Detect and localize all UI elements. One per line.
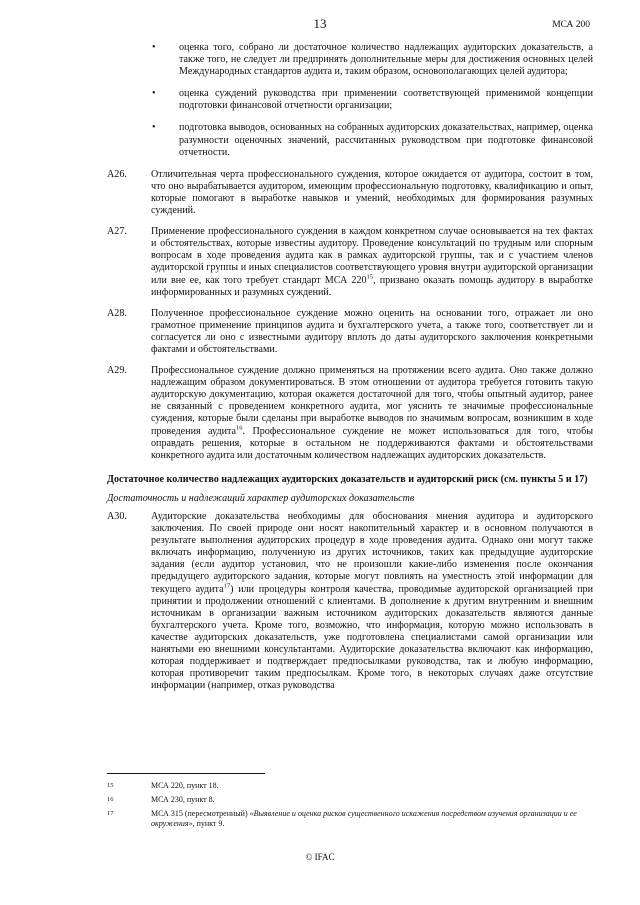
bullet-item [107,122,593,158]
paragraph-text: Применение профессионального суждения в каждом конкретном случае основывается на тех фактах и обстоятельствах, которые известны аудитору. Проведение консультаций по трудным или спорным вопросам в ходе проведения аудита как в рамках аудиторской группы, так и с участием членов аудиторской группы и иных специалистов соответствующего уровня внутри аудиторской организации или вне ее, как того требует стандарт МСА 220 [151,226,593,286]
paragraph-a26 [107,169,593,217]
section-subheading: Достаточность и надлежащий характер аудиторских доказательств [107,492,415,504]
paragraph-text-continued: ) или процедуры контроля качества, проводимые аудиторской организацией при принятии и продолжении отношений с клиентами. В дополнение к другим внутренним и внешним источникам в организации важным источником аудиторских доказательств являются данные бухгалтерского учета. Кроме того, возможно, что информация, которую можно использовать в качестве аудиторских доказательств, уже подготовлена специалистами самой организации или нанятыми ею внешними консультантами. Аудиторские доказательства включают как информацию, которая поддерживает и подтверждает предпосылками руководства, так и любую информацию, которая противоречит таким предпосылкам. Кроме того, в некоторых случаях даже отсутствие информации (например, отказ руководства [151,583,593,692]
copyright-footer: © IFAC [305,852,335,862]
footnote-17 [107,809,593,829]
bullet-icon: • [152,42,156,53]
paragraph-number: A28. [107,307,127,319]
footnote-number: 15 [107,782,114,789]
footnote-text: МСА 230, пункт 8. [151,795,215,804]
footnote-text: МСА 220, пункт 18. [151,781,219,790]
footnote-divider [107,773,265,774]
bullet-text: оценка того, собрано ли достаточное количество надлежащих аудиторских доказательств, а также того, не следует ли предпринять дополнительные меры для достижения основных целей Международных стандартов аудита и, таким образом, основополагающих целей аудитора; [179,42,593,78]
bullet-text: подготовка выводов, основанных на собранных аудиторских доказательствах, например, оценка разумности оценочных значений, рассчитанных руководством при подготовке финансовой отчетности. [179,122,593,158]
footnote-ref-16[interactable]: 16 [236,424,243,432]
footnote-16 [107,795,593,805]
footnote-number: 17 [107,810,114,817]
bullet-item [107,42,593,78]
footnote-ref-15[interactable]: 15 [366,273,374,281]
paragraph-text: Профессиональное суждение должно применяться на протяжении всего аудита. Оно также должно надлежащим образом документироваться. В этом отношении от аудитора требуется готовить такую аудиторскую документацию, которая окажется достаточной для того, чтобы опытный аудитор, ранее не связанный с проведением конкретного аудита, мог уяснить те значимые профессиональные суждения, которые были сделаны при выработке выводов по значимым вопросам, возникшим в ходе проведения аудита [151,365,593,437]
paragraph-text-continued: , призвано оказать помощь аудитору в выработке информированных и разумных суждений. [151,274,593,298]
paragraph-a27 [107,226,593,299]
bullet-icon: • [152,122,156,134]
paragraph-a30 [107,511,593,692]
footnotes [107,781,593,833]
page-body [107,42,593,701]
bullet-icon: • [152,88,156,100]
section-heading: Достаточное количество надлежащих аудиторских доказательств и аудиторский риск (см. пункты 5 и 17) [107,473,588,485]
paragraph-number: A26. [107,168,127,180]
footnote-text-end: , пункт 9. [192,819,225,828]
paragraph-text: Аудиторские доказательства необходимы для обоснования мнения аудитора и аудиторского заключения. По своей природе они носят накопительный характер и в основном получаются в результате выполнения аудиторских процедур в ходе проведения аудита. Однако они могут также включать информацию, полученную из других источников, таких как предыдущие аудиторские задания (если аудитор установил, что не произошли какие-либо изменения после окончания предыдущего аудиторского задания, которые могут повлиять на уместность этой информации для текущего аудита [151,511,593,595]
footnote-15 [107,781,593,791]
paragraph-a28 [107,308,593,356]
bullet-text: оценка суждений руководства при применении соответствующей применимой концепции подготовки финансовой отчетности организации; [179,88,593,112]
paragraph-a29 [107,365,593,462]
paragraph-number: A29. [107,365,127,377]
footnote-number: 16 [107,796,114,803]
footnote-title: «Выявление и оценка рисков существенного искажения посредством изучения организации и ее окружения» [151,809,577,828]
paragraph-number: A30. [107,511,127,522]
paragraph-number: A27. [107,226,127,238]
paragraph-text: Полученное профессиональное суждение можно оценить на основании того, отражает ли оно грамотное применение принципов аудита и бухгалтерского учета, а также того, соответствует ли и согласуется ли оно с известными аудитору вплоть до даты аудиторского заключения конкретными фактами и обстоятельствами. [151,307,593,355]
footnote-ref-17[interactable]: 17 [223,582,231,590]
document-code: МСА 200 [552,20,590,30]
paragraph-text-continued: . Профессиональное суждение не может использоваться для того, чтобы оправдать решения, которые в остальном не поддерживаются фактами и обстоятельствами конкретного аудита или достаточным количеством надлежащих аудиторских доказательств. [151,425,593,461]
bullet-item [107,88,593,112]
page-number: 13 [313,16,327,31]
paragraph-text: Отличительная черта профессионального суждения, которое ожидается от аудитора, состоит в том, что оно вырабатывается аудитором, имеющим профессиональную подготовку, квалификацию и опыт, которые помогают в выработке навыков и умений, необходимых для формирования разумных суждений. [151,168,593,217]
footnote-text: МСА 315 (пересмотренный) [151,809,250,818]
